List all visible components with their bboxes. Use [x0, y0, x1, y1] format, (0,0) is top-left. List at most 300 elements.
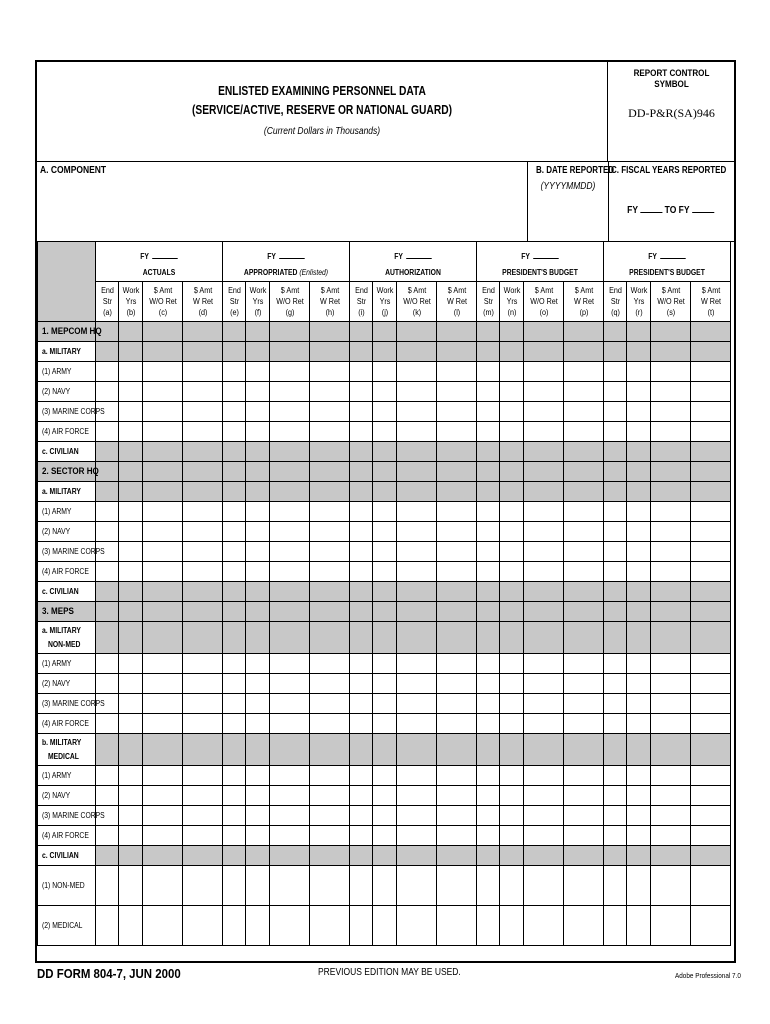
data-cell[interactable]: [310, 766, 350, 786]
data-cell[interactable]: [310, 342, 350, 362]
data-cell[interactable]: [397, 342, 437, 362]
data-cell[interactable]: [310, 846, 350, 866]
data-cell[interactable]: [397, 866, 437, 906]
data-cell[interactable]: [477, 522, 500, 542]
data-cell[interactable]: [604, 654, 627, 674]
data-cell[interactable]: [477, 766, 500, 786]
data-cell[interactable]: [246, 542, 270, 562]
data-cell[interactable]: [524, 714, 564, 734]
data-cell[interactable]: [310, 654, 350, 674]
data-cell[interactable]: [651, 362, 691, 382]
data-cell[interactable]: [524, 382, 564, 402]
data-cell[interactable]: [564, 846, 604, 866]
data-cell[interactable]: [270, 402, 310, 422]
data-cell[interactable]: [500, 462, 524, 482]
data-cell[interactable]: [500, 502, 524, 522]
data-cell[interactable]: [564, 402, 604, 422]
data-cell[interactable]: [651, 694, 691, 714]
data-cell[interactable]: [246, 866, 270, 906]
data-cell[interactable]: [183, 362, 223, 382]
data-cell[interactable]: [143, 622, 183, 654]
data-cell[interactable]: [373, 846, 397, 866]
data-cell[interactable]: [651, 482, 691, 502]
data-cell[interactable]: [437, 694, 477, 714]
data-cell[interactable]: [437, 502, 477, 522]
data-cell[interactable]: [477, 866, 500, 906]
data-cell[interactable]: [437, 362, 477, 382]
data-cell[interactable]: [183, 482, 223, 502]
data-cell[interactable]: [96, 734, 119, 766]
data-cell[interactable]: [397, 846, 437, 866]
data-cell[interactable]: [270, 694, 310, 714]
data-cell[interactable]: [373, 462, 397, 482]
data-cell[interactable]: [651, 866, 691, 906]
data-cell[interactable]: [627, 322, 651, 342]
data-cell[interactable]: [500, 786, 524, 806]
group-fy-blank[interactable]: [279, 250, 305, 259]
data-cell[interactable]: [604, 866, 627, 906]
group-fy-blank[interactable]: [152, 250, 178, 259]
data-cell[interactable]: [246, 826, 270, 846]
data-cell[interactable]: [223, 602, 246, 622]
data-cell[interactable]: [500, 734, 524, 766]
data-cell[interactable]: [524, 582, 564, 602]
data-cell[interactable]: [143, 342, 183, 362]
data-cell[interactable]: [246, 522, 270, 542]
data-cell[interactable]: [350, 562, 373, 582]
data-cell[interactable]: [397, 734, 437, 766]
data-cell[interactable]: [651, 602, 691, 622]
group-fy-blank[interactable]: [660, 250, 686, 259]
data-cell[interactable]: [437, 806, 477, 826]
data-cell[interactable]: [524, 322, 564, 342]
data-cell[interactable]: [627, 786, 651, 806]
data-cell[interactable]: [373, 674, 397, 694]
data-cell[interactable]: [437, 462, 477, 482]
data-cell[interactable]: [437, 622, 477, 654]
data-cell[interactable]: [691, 502, 731, 522]
data-cell[interactable]: [350, 654, 373, 674]
data-cell[interactable]: [246, 786, 270, 806]
data-cell[interactable]: [524, 806, 564, 826]
data-cell[interactable]: [270, 654, 310, 674]
data-cell[interactable]: [310, 402, 350, 422]
data-cell[interactable]: [604, 382, 627, 402]
data-cell[interactable]: [397, 694, 437, 714]
data-cell[interactable]: [246, 442, 270, 462]
data-cell[interactable]: [96, 622, 119, 654]
data-cell[interactable]: [651, 826, 691, 846]
data-cell[interactable]: [691, 322, 731, 342]
data-cell[interactable]: [143, 602, 183, 622]
data-cell[interactable]: [246, 402, 270, 422]
data-cell[interactable]: [604, 694, 627, 714]
data-cell[interactable]: [246, 342, 270, 362]
data-cell[interactable]: [604, 562, 627, 582]
data-cell[interactable]: [524, 654, 564, 674]
data-cell[interactable]: [564, 382, 604, 402]
data-cell[interactable]: [564, 462, 604, 482]
data-cell[interactable]: [604, 442, 627, 462]
data-cell[interactable]: [96, 846, 119, 866]
data-cell[interactable]: [397, 562, 437, 582]
data-cell[interactable]: [627, 342, 651, 362]
data-cell[interactable]: [437, 582, 477, 602]
data-cell[interactable]: [437, 382, 477, 402]
data-cell[interactable]: [604, 462, 627, 482]
data-cell[interactable]: [310, 786, 350, 806]
data-cell[interactable]: [350, 322, 373, 342]
data-cell[interactable]: [350, 766, 373, 786]
data-cell[interactable]: [246, 502, 270, 522]
data-cell[interactable]: [96, 562, 119, 582]
data-cell[interactable]: [691, 422, 731, 442]
data-cell[interactable]: [350, 846, 373, 866]
data-cell[interactable]: [397, 422, 437, 442]
data-cell[interactable]: [691, 674, 731, 694]
data-cell[interactable]: [564, 906, 604, 946]
data-cell[interactable]: [350, 402, 373, 422]
data-cell[interactable]: [270, 906, 310, 946]
data-cell[interactable]: [477, 786, 500, 806]
data-cell[interactable]: [119, 582, 143, 602]
data-cell[interactable]: [564, 322, 604, 342]
data-cell[interactable]: [223, 866, 246, 906]
data-cell[interactable]: [500, 482, 524, 502]
data-cell[interactable]: [397, 502, 437, 522]
data-cell[interactable]: [627, 654, 651, 674]
data-cell[interactable]: [627, 542, 651, 562]
data-cell[interactable]: [651, 542, 691, 562]
data-cell[interactable]: [96, 342, 119, 362]
data-cell[interactable]: [270, 422, 310, 442]
data-cell[interactable]: [524, 462, 564, 482]
data-cell[interactable]: [270, 602, 310, 622]
data-cell[interactable]: [500, 362, 524, 382]
data-cell[interactable]: [350, 462, 373, 482]
data-cell[interactable]: [627, 482, 651, 502]
data-cell[interactable]: [691, 362, 731, 382]
data-cell[interactable]: [477, 714, 500, 734]
data-cell[interactable]: [119, 654, 143, 674]
data-cell[interactable]: [524, 402, 564, 422]
data-cell[interactable]: [143, 582, 183, 602]
data-cell[interactable]: [373, 694, 397, 714]
data-cell[interactable]: [477, 482, 500, 502]
data-cell[interactable]: [397, 402, 437, 422]
data-cell[interactable]: [477, 322, 500, 342]
data-cell[interactable]: [350, 806, 373, 826]
data-cell[interactable]: [651, 674, 691, 694]
data-cell[interactable]: [310, 826, 350, 846]
data-cell[interactable]: [500, 422, 524, 442]
data-cell[interactable]: [524, 422, 564, 442]
data-cell[interactable]: [477, 562, 500, 582]
data-cell[interactable]: [397, 462, 437, 482]
data-cell[interactable]: [310, 906, 350, 946]
group-fy-blank[interactable]: [406, 250, 432, 259]
data-cell[interactable]: [223, 442, 246, 462]
data-cell[interactable]: [223, 362, 246, 382]
data-cell[interactable]: [223, 382, 246, 402]
data-cell[interactable]: [627, 362, 651, 382]
data-cell[interactable]: [500, 906, 524, 946]
data-cell[interactable]: [96, 826, 119, 846]
data-cell[interactable]: [477, 462, 500, 482]
data-cell[interactable]: [604, 734, 627, 766]
data-cell[interactable]: [604, 502, 627, 522]
data-cell[interactable]: [564, 522, 604, 542]
data-cell[interactable]: [246, 422, 270, 442]
data-cell[interactable]: [183, 826, 223, 846]
data-cell[interactable]: [350, 422, 373, 442]
data-cell[interactable]: [143, 734, 183, 766]
data-cell[interactable]: [477, 582, 500, 602]
data-cell[interactable]: [246, 694, 270, 714]
data-cell[interactable]: [477, 542, 500, 562]
data-cell[interactable]: [691, 766, 731, 786]
data-cell[interactable]: [564, 562, 604, 582]
data-cell[interactable]: [564, 342, 604, 362]
data-cell[interactable]: [310, 806, 350, 826]
data-cell[interactable]: [223, 562, 246, 582]
data-cell[interactable]: [183, 582, 223, 602]
data-cell[interactable]: [397, 806, 437, 826]
data-cell[interactable]: [651, 402, 691, 422]
data-cell[interactable]: [143, 654, 183, 674]
data-cell[interactable]: [651, 582, 691, 602]
data-cell[interactable]: [270, 522, 310, 542]
data-cell[interactable]: [119, 674, 143, 694]
data-cell[interactable]: [524, 602, 564, 622]
data-cell[interactable]: [373, 714, 397, 734]
data-cell[interactable]: [604, 786, 627, 806]
data-cell[interactable]: [143, 362, 183, 382]
data-cell[interactable]: [651, 522, 691, 542]
data-cell[interactable]: [651, 734, 691, 766]
data-cell[interactable]: [691, 522, 731, 542]
data-cell[interactable]: [246, 322, 270, 342]
data-cell[interactable]: [691, 342, 731, 362]
data-cell[interactable]: [477, 422, 500, 442]
data-cell[interactable]: [627, 866, 651, 906]
data-cell[interactable]: [310, 714, 350, 734]
data-cell[interactable]: [627, 562, 651, 582]
data-cell[interactable]: [223, 622, 246, 654]
data-cell[interactable]: [310, 622, 350, 654]
data-cell[interactable]: [564, 786, 604, 806]
data-cell[interactable]: [691, 382, 731, 402]
data-cell[interactable]: [604, 582, 627, 602]
data-cell[interactable]: [143, 462, 183, 482]
data-cell[interactable]: [270, 502, 310, 522]
data-cell[interactable]: [119, 482, 143, 502]
data-cell[interactable]: [604, 714, 627, 734]
data-cell[interactable]: [437, 482, 477, 502]
data-cell[interactable]: [437, 542, 477, 562]
data-cell[interactable]: [119, 694, 143, 714]
data-cell[interactable]: [350, 582, 373, 602]
data-cell[interactable]: [477, 502, 500, 522]
data-cell[interactable]: [627, 906, 651, 946]
data-cell[interactable]: [524, 562, 564, 582]
data-cell[interactable]: [119, 786, 143, 806]
data-cell[interactable]: [397, 522, 437, 542]
data-cell[interactable]: [477, 382, 500, 402]
data-cell[interactable]: [651, 442, 691, 462]
data-cell[interactable]: [143, 402, 183, 422]
data-cell[interactable]: [373, 522, 397, 542]
data-cell[interactable]: [143, 442, 183, 462]
data-cell[interactable]: [477, 654, 500, 674]
data-cell[interactable]: [119, 602, 143, 622]
data-cell[interactable]: [270, 442, 310, 462]
data-cell[interactable]: [373, 482, 397, 502]
data-cell[interactable]: [183, 502, 223, 522]
data-cell[interactable]: [119, 714, 143, 734]
data-cell[interactable]: [96, 522, 119, 542]
data-cell[interactable]: [183, 786, 223, 806]
data-cell[interactable]: [223, 422, 246, 442]
data-cell[interactable]: [500, 582, 524, 602]
data-cell[interactable]: [691, 542, 731, 562]
data-cell[interactable]: [350, 502, 373, 522]
data-cell[interactable]: [246, 362, 270, 382]
data-cell[interactable]: [437, 714, 477, 734]
data-cell[interactable]: [477, 602, 500, 622]
data-cell[interactable]: [373, 766, 397, 786]
data-cell[interactable]: [183, 906, 223, 946]
data-cell[interactable]: [270, 766, 310, 786]
data-cell[interactable]: [373, 502, 397, 522]
data-cell[interactable]: [437, 846, 477, 866]
data-cell[interactable]: [500, 766, 524, 786]
data-cell[interactable]: [691, 714, 731, 734]
data-cell[interactable]: [564, 674, 604, 694]
data-cell[interactable]: [651, 786, 691, 806]
data-cell[interactable]: [310, 462, 350, 482]
data-cell[interactable]: [223, 522, 246, 542]
data-cell[interactable]: [524, 906, 564, 946]
data-cell[interactable]: [143, 806, 183, 826]
data-cell[interactable]: [627, 826, 651, 846]
data-cell[interactable]: [183, 442, 223, 462]
data-cell[interactable]: [604, 846, 627, 866]
data-cell[interactable]: [183, 462, 223, 482]
data-cell[interactable]: [183, 562, 223, 582]
data-cell[interactable]: [691, 482, 731, 502]
data-cell[interactable]: [350, 714, 373, 734]
data-cell[interactable]: [96, 654, 119, 674]
data-cell[interactable]: [437, 734, 477, 766]
data-cell[interactable]: [500, 654, 524, 674]
data-cell[interactable]: [270, 786, 310, 806]
data-cell[interactable]: [500, 382, 524, 402]
data-cell[interactable]: [373, 542, 397, 562]
data-cell[interactable]: [143, 422, 183, 442]
fy-end-blank[interactable]: [692, 203, 714, 213]
data-cell[interactable]: [350, 362, 373, 382]
data-cell[interactable]: [500, 866, 524, 906]
data-cell[interactable]: [96, 582, 119, 602]
data-cell[interactable]: [500, 522, 524, 542]
data-cell[interactable]: [373, 442, 397, 462]
data-cell[interactable]: [246, 714, 270, 734]
data-cell[interactable]: [143, 906, 183, 946]
data-cell[interactable]: [651, 766, 691, 786]
data-cell[interactable]: [246, 906, 270, 946]
data-cell[interactable]: [183, 694, 223, 714]
data-cell[interactable]: [223, 342, 246, 362]
data-cell[interactable]: [270, 714, 310, 734]
data-cell[interactable]: [183, 714, 223, 734]
data-cell[interactable]: [651, 622, 691, 654]
data-cell[interactable]: [119, 522, 143, 542]
data-cell[interactable]: [691, 442, 731, 462]
data-cell[interactable]: [627, 714, 651, 734]
data-cell[interactable]: [691, 654, 731, 674]
data-cell[interactable]: [310, 322, 350, 342]
data-cell[interactable]: [477, 442, 500, 462]
data-cell[interactable]: [350, 482, 373, 502]
data-cell[interactable]: [524, 502, 564, 522]
data-cell[interactable]: [183, 602, 223, 622]
data-cell[interactable]: [651, 462, 691, 482]
data-cell[interactable]: [500, 442, 524, 462]
data-cell[interactable]: [397, 906, 437, 946]
data-cell[interactable]: [397, 482, 437, 502]
data-cell[interactable]: [143, 766, 183, 786]
data-cell[interactable]: [350, 342, 373, 362]
data-cell[interactable]: [246, 622, 270, 654]
data-cell[interactable]: [270, 806, 310, 826]
data-cell[interactable]: [564, 362, 604, 382]
data-cell[interactable]: [270, 562, 310, 582]
data-cell[interactable]: [604, 402, 627, 422]
data-cell[interactable]: [397, 622, 437, 654]
data-cell[interactable]: [564, 654, 604, 674]
data-cell[interactable]: [270, 482, 310, 502]
data-cell[interactable]: [691, 826, 731, 846]
data-cell[interactable]: [397, 582, 437, 602]
data-cell[interactable]: [373, 622, 397, 654]
data-cell[interactable]: [691, 806, 731, 826]
data-cell[interactable]: [246, 734, 270, 766]
data-cell[interactable]: [183, 806, 223, 826]
data-cell[interactable]: [564, 502, 604, 522]
data-cell[interactable]: [627, 602, 651, 622]
data-cell[interactable]: [373, 806, 397, 826]
data-cell[interactable]: [627, 402, 651, 422]
data-cell[interactable]: [564, 766, 604, 786]
data-cell[interactable]: [397, 382, 437, 402]
data-cell[interactable]: [119, 402, 143, 422]
data-cell[interactable]: [96, 766, 119, 786]
data-cell[interactable]: [627, 806, 651, 826]
data-cell[interactable]: [223, 694, 246, 714]
data-cell[interactable]: [651, 322, 691, 342]
data-cell[interactable]: [500, 846, 524, 866]
data-cell[interactable]: [397, 674, 437, 694]
data-cell[interactable]: [96, 362, 119, 382]
data-cell[interactable]: [500, 674, 524, 694]
data-cell[interactable]: [691, 734, 731, 766]
data-cell[interactable]: [183, 342, 223, 362]
data-cell[interactable]: [373, 906, 397, 946]
data-cell[interactable]: [500, 562, 524, 582]
data-cell[interactable]: [524, 766, 564, 786]
data-cell[interactable]: [651, 846, 691, 866]
